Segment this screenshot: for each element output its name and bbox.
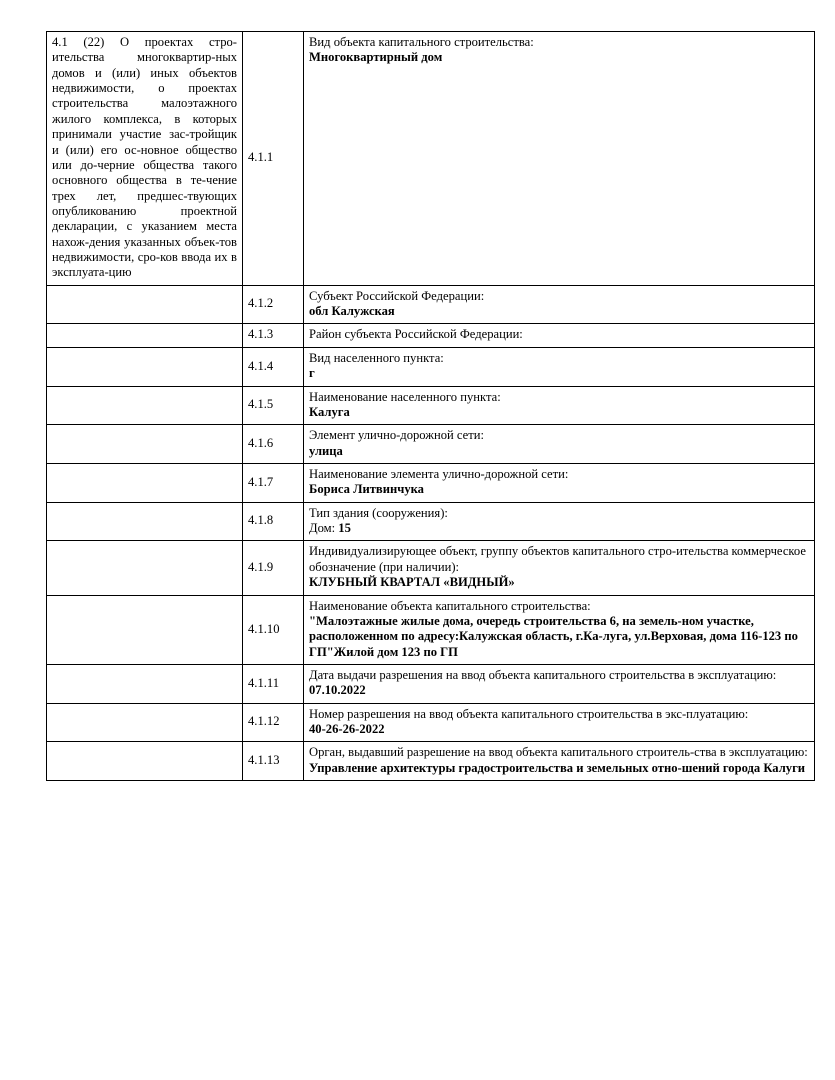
section-label-spacer (47, 664, 243, 703)
table-row (47, 32, 815, 286)
table-row (47, 541, 815, 595)
row-number-cell: 4.1.7 (243, 463, 304, 502)
section-label-spacer (47, 425, 243, 464)
row-content-cell (304, 541, 815, 595)
row-label: Наименование элемента улично-дорожной сети: (309, 466, 569, 481)
row-label: Вид населенного пункта: (309, 350, 444, 365)
row-content-cell (304, 32, 815, 286)
row-content-cell (304, 386, 815, 425)
row-label: Номер разрешения на ввод объекта капитального строительства в экс-плуатацию: (309, 706, 749, 721)
section-label-spacer (47, 742, 243, 781)
row-value: "Малоэтажные жилые дома, очередь строительства 6, на земель-ном участке, расположенном по адресу:Калужская область, г.Ка-луга, ул.Верховая, дома 116-123 по ГП"Жилой дом 123 по ГП (309, 613, 798, 659)
row-value: обл Калужская (309, 304, 395, 319)
row-content-cell (304, 425, 815, 464)
table-row (47, 742, 815, 781)
row-number-cell: 4.1.8 (243, 502, 304, 541)
section-label-spacer (47, 463, 243, 502)
row-value: улица (309, 443, 343, 458)
row-number-cell: 4.1.13 (243, 742, 304, 781)
row-value: 40-26-26-2022 (309, 722, 385, 737)
row-value: Управление архитектуры градостроительства и земельных отно-шений города Калуги (309, 760, 806, 775)
section-label-spacer (47, 324, 243, 347)
row-label: Наименование объекта капитального строительства: (309, 598, 591, 613)
row-label: Элемент улично-дорожной сети: (309, 428, 484, 443)
row-number-cell: 4.1.5 (243, 386, 304, 425)
table-row (47, 386, 815, 425)
section-label-spacer (47, 347, 243, 386)
row-label: Орган, выдавший разрешение на ввод объекта капитального строитель-ства в эксплуатацию: (309, 745, 808, 760)
section-label-spacer (47, 541, 243, 595)
row-value: г (309, 366, 315, 381)
table-row (47, 664, 815, 703)
row-content-cell (304, 664, 815, 703)
section-label-spacer (47, 703, 243, 742)
table-row (47, 595, 815, 664)
row-value-prefix: Дом: (309, 521, 339, 536)
row-number-cell: 4.1.1 (243, 32, 304, 286)
row-content-cell (304, 703, 815, 742)
row-content-cell (304, 463, 815, 502)
table-row (47, 285, 815, 324)
row-label: Наименование населенного пункта: (309, 389, 501, 404)
row-value (309, 521, 809, 536)
row-label: Субъект Российской Федерации: (309, 288, 485, 303)
row-number-cell: 4.1.11 (243, 664, 304, 703)
section-label-spacer (47, 595, 243, 664)
table-row (47, 502, 815, 541)
row-value: 07.10.2022 (309, 683, 366, 698)
table-row (47, 347, 815, 386)
table-row (47, 463, 815, 502)
row-label: Тип здания (сооружения): (309, 505, 448, 520)
section-label-spacer (47, 285, 243, 324)
declaration-table (46, 31, 815, 781)
row-label: Дата выдачи разрешения на ввод объекта капитального строительства в эксплуатацию: (309, 667, 777, 682)
section-label-cell: 4.1 (22) О проектах стро-ительства многоквартир-ных домов и (или) иных объектов недвижимости, о проектах строительства малоэтажного жилого комплекса, в которых принимали участие зас-тройщик и (или) его ос-новное общество или до-черние общества такого основного общества в те-чение трех лет, предшес-твующих опубликованию проектной декларации, с указанием места нахож-дения указанных объек-тов недвижимости, сро-ков ввода их в эксплуата-цию (47, 32, 243, 286)
row-number-cell: 4.1.10 (243, 595, 304, 664)
row-number-cell: 4.1.12 (243, 703, 304, 742)
row-content-cell (304, 742, 815, 781)
row-label: Индивидуализирующее объект, группу объектов капитального стро-ительства коммерческое обозначение (при наличии): (309, 544, 806, 574)
row-number-cell: 4.1.3 (243, 324, 304, 347)
section-label-spacer (47, 502, 243, 541)
row-value: Бориса Литвинчука (309, 482, 424, 497)
row-label: Район субъекта Российской Федерации: (309, 327, 523, 342)
row-content-cell (304, 285, 815, 324)
row-value-bold: 15 (338, 521, 351, 536)
row-value: КЛУБНЫЙ КВАРТАЛ «ВИДНЫЙ» (309, 575, 515, 590)
row-label: Вид объекта капитального строительства: (309, 35, 534, 49)
row-content-cell (304, 347, 815, 386)
row-number-cell: 4.1.6 (243, 425, 304, 464)
section-label-spacer (47, 386, 243, 425)
table-row (47, 703, 815, 742)
row-number-cell: 4.1.2 (243, 285, 304, 324)
table-body (47, 32, 815, 781)
table-row (47, 324, 815, 347)
row-number-cell: 4.1.9 (243, 541, 304, 595)
row-number-cell: 4.1.4 (243, 347, 304, 386)
row-content-cell (304, 502, 815, 541)
row-content-cell (304, 324, 815, 347)
table-row (47, 425, 815, 464)
row-value: Многоквартирный дом (309, 50, 443, 65)
row-content-cell (304, 595, 815, 664)
row-value: Калуга (309, 404, 350, 419)
